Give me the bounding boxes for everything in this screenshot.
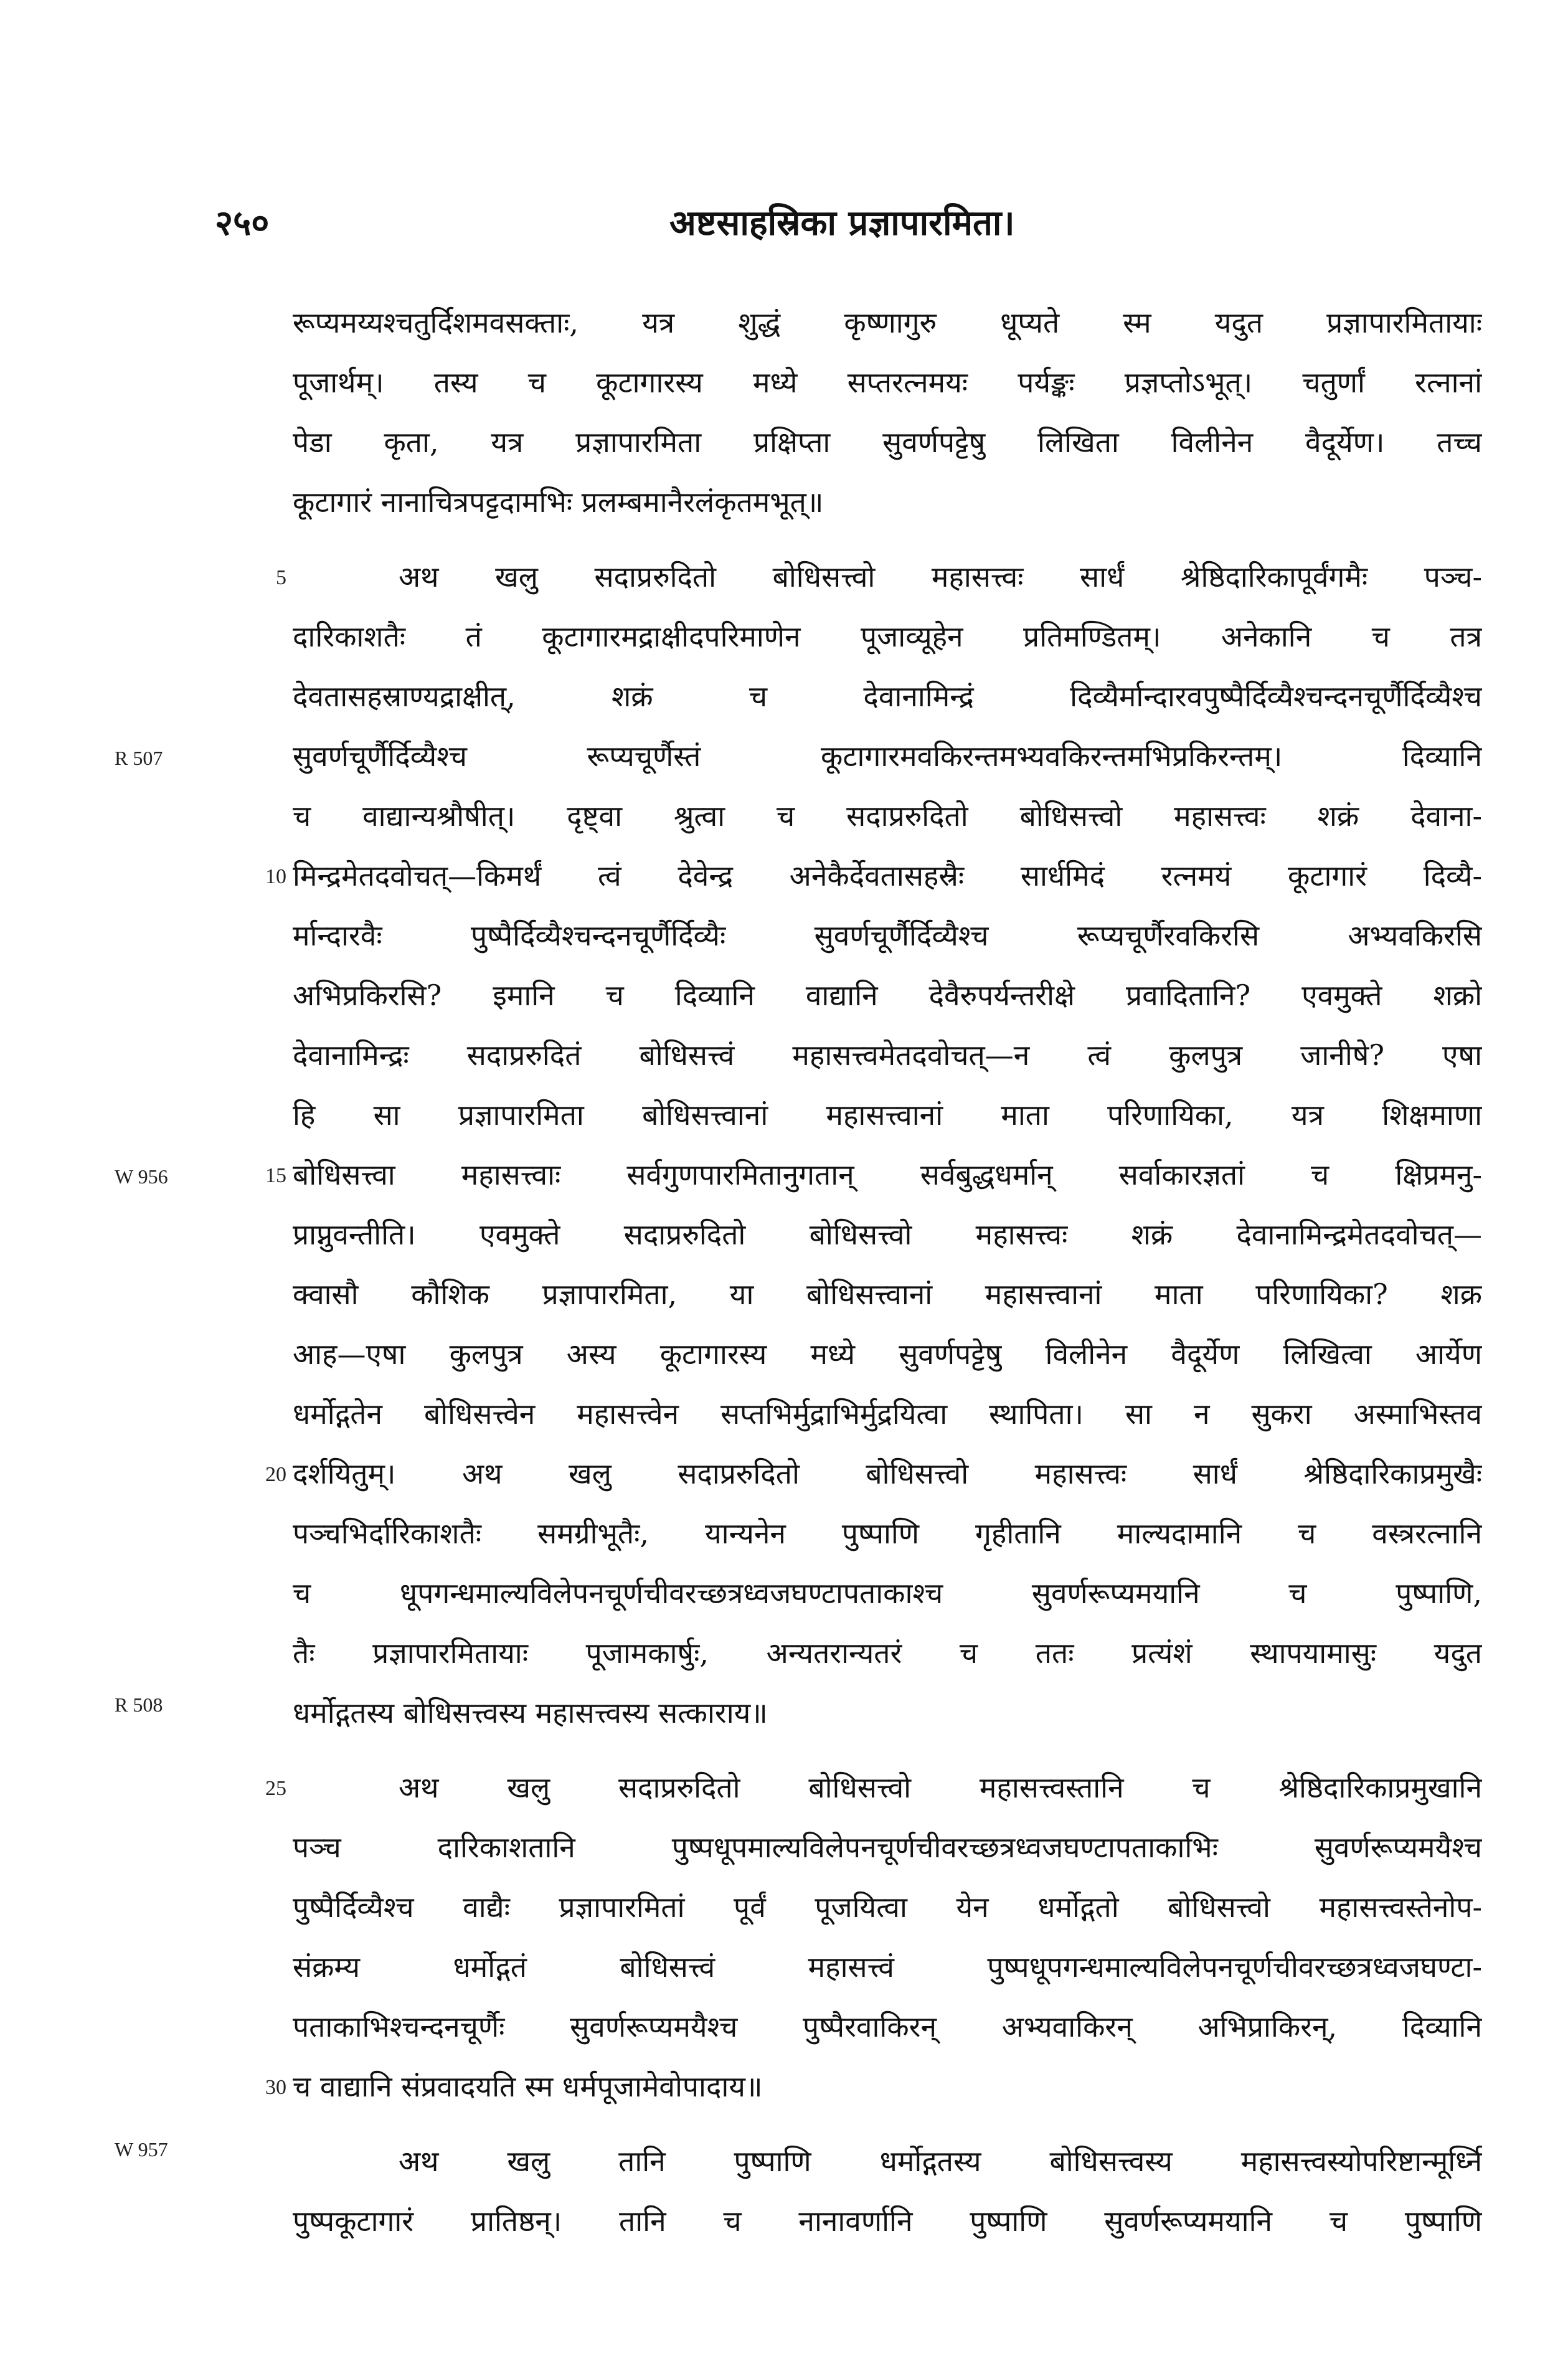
text-line: पताकाभिश्चन्दनचूर्णैः सुवर्णरूप्यमयैश्च पुष्पैरवाकिरन् अभ्यवाकिरन् अभिप्राकिरन्, दिव्यानि [293, 2010, 1482, 2044]
text-line: पञ्चभिर्दारिकाशतैः समग्रीभूतैः, यान्यनेन पुष्पाणि गृहीतानि माल्यदामानि च वस्त्ररत्नानि [293, 1517, 1482, 1550]
text-line: अभिप्रकिरसि? इमानि च दिव्यानि वाद्यानि देवैरुपर्यन्तरीक्षे प्रवादितानि? एवमुक्ते शक्रो [293, 978, 1482, 1012]
text-line: पञ्च दारिकाशतानि पुष्पधूपमाल्यविलेपनचूर्णचीवरच्छत्रध्वजघण्टापताकाभिः सुवर्णरूप्यमयैश्च [293, 1831, 1482, 1864]
text-line: सुवर्णचूर्णैर्दिव्यैश्च रूप्यचूर्णैस्तं कूटागारमवकिरन्तमभ्यवकिरन्तमभिप्रकिरन्तम्। दिव्यानि [293, 739, 1482, 773]
text-line: च वाद्यान्यश्रौषीत्। दृष्ट्वा श्रुत्वा च सदाप्ररुदितो बोधिसत्त्वो महासत्त्वः शक्रं देवाना- [293, 799, 1482, 833]
text-line: धर्मोद्गतेन बोधिसत्त्वेन महासत्त्वेन सप्तभिर्मुद्राभिर्मुद्रयित्वा स्थापिता। सा न सुकरा अस्माभिस्तव [293, 1397, 1482, 1431]
text-line: पुष्पकूटागारं प्रातिष्ठन्। तानि च नानावर्णानि पुष्पाणि सुवर्णरूप्यमयानि च पुष्पाणि [293, 2204, 1482, 2238]
margin-reference: W 957 [115, 2138, 168, 2161]
text-line: कूटागारं नानाचित्रपट्टदामभिः प्रलम्बमानैरलंकृतमभूत्॥ [293, 485, 824, 519]
text-line: च धूपगन्धमाल्यविलेपनचूर्णचीवरच्छत्रध्वजघण्टापताकाश्च सुवर्णरूप्यमयानि च पुष्पाणि, [293, 1576, 1482, 1610]
text-line: हि सा प्रज्ञापारमिता बोधिसत्त्वानां महासत्त्वानां माता परिणायिका, यत्र शिक्षमाणा [293, 1098, 1482, 1132]
text-line: क्वासौ कौशिक प्रज्ञापारमिता, या बोधिसत्त्वानां महासत्त्वानां माता परिणायिका? शक्र [293, 1277, 1482, 1311]
text-line: र्मान्दारवैः पुष्पैर्दिव्यैश्चन्दनचूर्णैर्दिव्यैः सुवर्णचूर्णैर्दिव्यैश्च रूप्यचूर्णैरवकिरसि अभ्यवकिरसि [293, 919, 1482, 952]
line-number: 10 [265, 865, 286, 888]
text-line: पेडा कृता, यत्र प्रज्ञापारमिता प्रक्षिप्ता सुवर्णपट्टेषु लिखिता विलीनेन वैदूर्येण। तच्च [293, 425, 1482, 459]
line-number: 25 [265, 1777, 286, 1800]
page-number: २५० [215, 202, 270, 244]
text-line: दारिकाशतैः तं कूटागारमद्राक्षीदपरिमाणेन पूजाव्यूहेन प्रतिमण्डितम्। अनेकानि च तत्र [293, 620, 1482, 653]
text-line: देवानामिन्द्रः सदाप्ररुदितं बोधिसत्त्वं महासत्त्वमेतदवोचत्—न त्वं कुलपुत्र जानीषे? एषा [293, 1038, 1482, 1072]
body-text [293, 293, 1482, 2336]
text-line: धर्मोद्गतस्य बोधिसत्त्वस्य महासत्त्वस्य सत्काराय॥ [293, 1696, 768, 1730]
text-line: प्राप्नुवन्तीति। एवमुक्ते सदाप्ररुदितो बोधिसत्त्वो महासत्त्वः शक्रं देवानामिन्द्रमेतदवोचत्— [293, 1218, 1482, 1251]
page-header [215, 198, 1504, 254]
text-line: संक्रम्य धर्मोद्गतं बोधिसत्त्वं महासत्त्वं पुष्पधूपगन्धमाल्यविलेपनचूर्णचीवरच्छत्रध्वजघण्टा- [293, 1950, 1482, 1984]
margin-reference: R 508 [115, 1693, 163, 1716]
text-line: देवतासहस्राण्यद्राक्षीत्, शक्रं च देवानामिन्द्रं दिव्यैर्मान्दारवपुष्पैर्दिव्यैश्चन्दनचूर्णैर्दिव्यैश्च [293, 680, 1482, 713]
text-line: दर्शयितुम्। अथ खलु सदाप्ररुदितो बोधिसत्त्वो महासत्त्वः सार्धं श्रेष्ठिदारिकाप्रमुखैः [293, 1457, 1482, 1490]
text-line: अथ खलु सदाप्ररुदितो बोधिसत्त्वो महासत्त्वस्तानि च श्रेष्ठिदारिकाप्रमुखानि [399, 1771, 1482, 1804]
text-line: बोधिसत्त्वा महासत्त्वाः सर्वगुणपारमितानुगतान् सर्वबुद्धधर्मान् सर्वाकारज्ञतां च क्षिप्रमनु- [293, 1158, 1482, 1191]
text-line: अथ खलु तानि पुष्पाणि धर्मोद्गतस्य बोधिसत्त्वस्य महासत्त्वस्योपरिष्टान्मूर्ध्नि [399, 2144, 1482, 2178]
text-line: पुष्पैर्दिव्यैश्च वाद्यैः प्रज्ञापारमितां पूर्वं पूजयित्वा येन धर्मोद्गतो बोधिसत्त्वो महासत्त्वस्तेनोप- [293, 1890, 1482, 1924]
text-line: आह—एषा कुलपुत्र अस्य कूटागारस्य मध्ये सुवर्णपट्टेषु विलीनेन वैदूर्येण लिखित्वा आर्येण [293, 1337, 1482, 1371]
text-line: च वाद्यानि संप्रवादयति स्म धर्मपूजामेवोपादाय॥ [293, 2070, 763, 2103]
line-number: 15 [265, 1164, 286, 1187]
line-number: 20 [265, 1463, 286, 1486]
text-line: मिन्द्रमेतदवोचत्—किमर्थं त्वं देवेन्द्र अनेकैर्देवतासहस्रैः सार्धमिदं रत्नमयं कूटागारं दिव्यै- [293, 859, 1482, 893]
margin-reference: W 956 [115, 1165, 168, 1188]
margin-reference: R 507 [115, 747, 163, 769]
text-line: पूजार्थम्। तस्य च कूटागारस्य मध्ये सप्तरत्नमयः पर्यङ्कः प्रज्ञप्तोऽभूत्। चतुर्णां रत्नानां [293, 366, 1482, 399]
text-line: तैः प्रज्ञापारमितायाः पूजामकार्षुः, अन्यतरान्यतरं च ततः प्रत्यंशं स्थापयामासुः यदुत [293, 1636, 1482, 1670]
running-title: अष्टसाहस्रिका प्रज्ञापारमिता। [669, 202, 1015, 244]
line-number: 5 [276, 566, 286, 589]
line-number: 30 [265, 2076, 286, 2099]
text-line: अथ खलु सदाप्ररुदितो बोधिसत्त्वो महासत्त्वः सार्धं श्रेष्ठिदारिकापूर्वंगमैः पञ्च- [399, 560, 1482, 594]
text-line: रूप्यमय्यश्चतुर्दिशमवसक्ताः, यत्र शुद्धं कृष्णागुरु धूप्यते स्म यदुत प्रज्ञापारमितायाः [293, 306, 1482, 339]
